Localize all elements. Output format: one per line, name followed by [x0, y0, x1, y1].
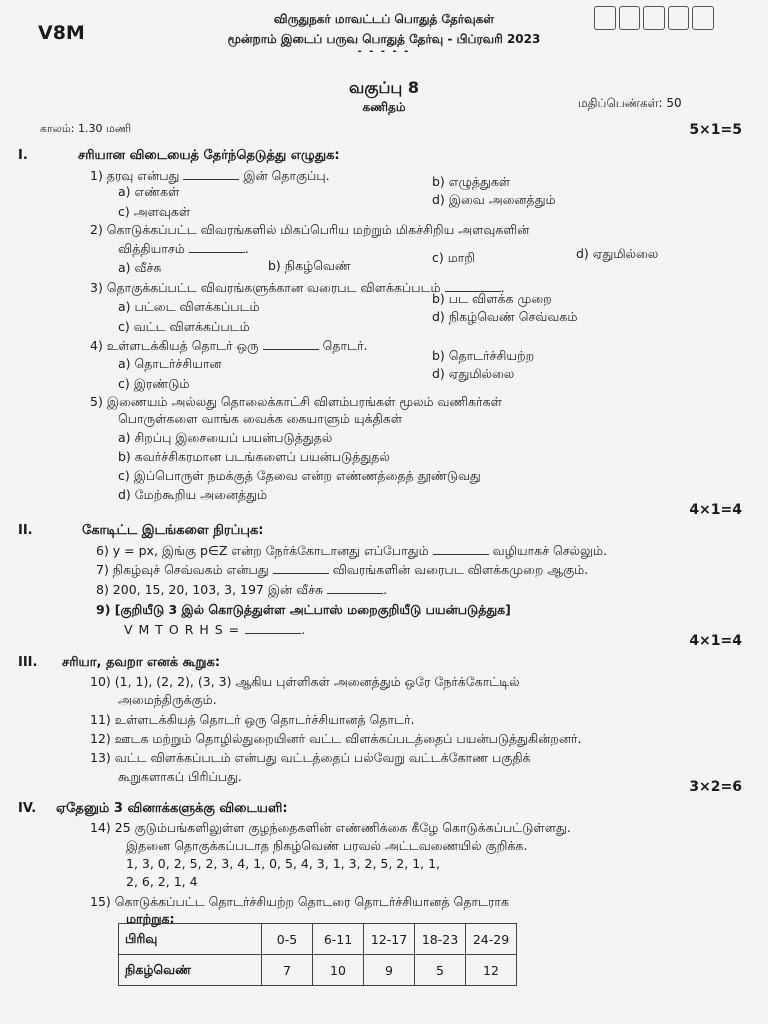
q5-option-b: b) கவர்ச்சிகரமான படங்களைப் பயன்படுத்துதல் — [118, 449, 390, 464]
paper-code: V8M — [38, 22, 85, 44]
q1-option-c: c) அளவுகள் — [118, 204, 191, 219]
question-9-cont: V M T O R H S = . — [124, 622, 307, 637]
question-13-cont: கூறுகளாகப் பிரிப்பது. — [118, 769, 242, 784]
q2-option-d: d) ஏதுமில்லை — [576, 246, 659, 261]
subject-title: கணிதம் — [362, 100, 406, 114]
question-3: 3) தொகுக்கப்பட்ட விவரங்களுக்கான வரைபட விளக்கப்படம் . — [90, 280, 505, 295]
exam-title: மூன்றாம் இடைப் பருவ பொதுத் தேர்வு - பிப்ரவரி 2023 — [227, 32, 541, 46]
table-cell: 12 — [466, 955, 517, 986]
q2-option-c: c) மாறி — [432, 250, 476, 265]
question-4: 4) உள்ளடக்கியத் தொடர் ஒரு தொடர். — [90, 338, 368, 353]
divider-dots: - - - - - — [357, 46, 411, 57]
question-15: 15) கொடுக்கப்பட்ட தொடர்ச்சியற்ற தொடரை தொடர்ச்சியானத் தொடராக — [90, 894, 509, 909]
question-13: 13) வட்ட விளக்கப்படம் என்பது வட்டத்தைப் பல்வேறு வட்டக்கோண பகுதிக் — [90, 750, 531, 765]
question-14-data-line-2: 2, 6, 2, 1, 4 — [126, 874, 198, 889]
q2-option-a: a) வீச்சு — [118, 260, 162, 275]
question-10: 10) (1, 1), (2, 2), (3, 3) ஆகிய புள்ளிகள் அனைத்தும் ஒரே நேர்க்கோட்டில் — [90, 674, 520, 689]
table-cell: 5 — [415, 955, 466, 986]
question-9: 9) [குறியீடு 3 இல் கொடுத்துள்ள அட்பாஸ் மறைகுறியீடு பயன்படுத்துக] — [96, 602, 511, 617]
section-4-title: ஏதேனும் 3 வினாக்களுக்கு விடையளி: — [56, 801, 288, 816]
table-row-label: நிகழ்வெண் — [119, 955, 262, 986]
question-14-cont: இதனை தொகுக்கப்படாத நிகழ்வெண் பரவல் அட்டவணையில் குறிக்க. — [126, 838, 528, 853]
section-4-score: 3×2=6 — [689, 779, 742, 795]
q1-option-b: b) எழுத்துகள் — [432, 174, 511, 189]
q3-option-d: d) நிகழ்வெண் செவ்வகம் — [432, 309, 578, 324]
table-cell: 7 — [262, 955, 313, 986]
question-14-data-line-1: 1, 3, 0, 2, 5, 2, 3, 4, 1, 0, 5, 4, 3, 1, 3, 2, 5, 2, 1, 1, — [126, 856, 441, 871]
section-3-score: 4×1=4 — [689, 633, 742, 649]
q4-option-d: d) ஏதுமில்லை — [432, 366, 515, 381]
q3-option-a: a) பட்டை விளக்கப்படம் — [118, 299, 260, 314]
q1-option-d: d) இவை அனைத்தும் — [432, 192, 556, 207]
question-12: 12) ஊடக மற்றும் தொழில்துறையினர் வட்ட விளக்கப்படத்தைப் பயன்படுத்துகின்றனர். — [90, 731, 582, 746]
table-row — [119, 955, 517, 986]
q4-option-c: c) இரண்டும் — [118, 376, 190, 391]
section-1-number: I. — [18, 148, 28, 163]
question-6: 6) y = px, இங்கு p∈Z என்ற நேர்க்கோடானது எப்போதும் வழியாகச் செல்லும். — [96, 543, 607, 558]
table-cell: 10 — [313, 955, 364, 986]
question-11: 11) உள்ளடக்கியத் தொடர் ஒரு தொடர்ச்சியானத் தொடர். — [90, 712, 415, 727]
section-1-score: 5×1=5 — [689, 122, 742, 138]
total-marks: மதிப்பெண்கள்: 50 — [578, 96, 682, 110]
table-cell: 9 — [364, 955, 415, 986]
exam-authority: விருதுநகர் மாவட்டப் பொதுத் தேர்வுகள் — [273, 12, 495, 26]
q1-option-a: a) எண்கள் — [118, 184, 180, 199]
question-10-cont: அமைந்திருக்கும். — [118, 692, 217, 707]
q2-option-b: b) நிகழ்வெண் — [268, 258, 351, 273]
section-3-number: III. — [18, 655, 38, 670]
time-allowed: காலம்: 1.30 மணி — [40, 122, 132, 135]
table-cell: 6-11 — [313, 924, 364, 955]
section-3-title: சரியா, தவறா எனக் கூறுக: — [62, 655, 221, 670]
question-5-cont: பொருள்களை வாங்க வைக்க கையாளும் யுக்திகள் — [118, 411, 403, 426]
question-8: 8) 200, 15, 20, 103, 3, 197 இன் வீச்சு . — [96, 582, 388, 597]
question-5: 5) இணையம் அல்லது தொலைக்காட்சி விளம்பரங்கள் மூலம் வணிகர்கள் — [90, 394, 502, 409]
q4-option-b: b) தொடர்ச்சியற்ற — [432, 348, 535, 363]
section-2-number: II. — [18, 523, 33, 538]
table-cell: 0-5 — [262, 924, 313, 955]
table-cell: 12-17 — [364, 924, 415, 955]
section-2-score: 4×1=4 — [689, 502, 742, 518]
section-1-title: சரியான விடையைத் தேர்ந்தெடுத்து எழுதுக: — [78, 148, 340, 163]
table-row — [119, 924, 517, 955]
class-frequency-table — [118, 923, 517, 986]
question-2: 2) கொடுக்கப்பட்ட விவரங்களில் மிகப்பெரிய மற்றும் மிகச்சிறிய அளவுகளின் — [90, 222, 530, 237]
q5-option-a: a) சிறப்பு இசையைப் பயன்படுத்துதல் — [118, 430, 333, 445]
q5-option-c: c) இப்பொருள் நமக்குத் தேவை என்ற எண்ணத்தைத் தூண்டுவது — [118, 468, 481, 483]
question-2-cont: வித்தியாசம் . — [118, 241, 249, 256]
q3-option-b: b) பட விளக்க முறை — [432, 291, 552, 306]
class-title: வகுப்பு 8 — [349, 78, 419, 97]
question-14: 14) 25 குடும்பங்களிலுள்ள குழந்தைகளின் எண்ணிக்கை கீழே கொடுக்கப்பட்டுள்ளது. — [90, 820, 571, 835]
table-row-label: பிரிவு — [119, 924, 262, 955]
section-4-number: IV. — [18, 801, 37, 816]
section-2-title: கோடிட்ட இடங்களை நிரப்புக: — [82, 523, 264, 538]
table-cell: 18-23 — [415, 924, 466, 955]
question-7: 7) நிகழ்வுச் செவ்வகம் என்பது விவரங்களின் வரைபட விளக்கமுறை ஆகும். — [96, 562, 589, 577]
question-1: 1) தரவு என்பது இன் தொகுப்பு. — [90, 168, 330, 183]
q3-option-c: c) வட்ட விளக்கப்படம் — [118, 319, 250, 334]
q4-option-a: a) தொடர்ச்சியான — [118, 356, 222, 371]
table-cell: 24-29 — [466, 924, 517, 955]
question-15-cont: மாற்றுக: — [126, 911, 175, 926]
q5-option-d: d) மேற்கூறிய அனைத்தும் — [118, 487, 268, 502]
